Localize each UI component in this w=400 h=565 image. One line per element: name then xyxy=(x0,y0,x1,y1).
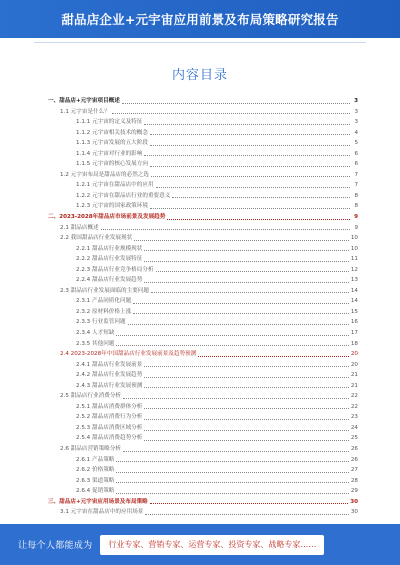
toc-leader-dots xyxy=(198,356,349,357)
toc-entry-label: 1.2.1 元宇宙在甜品店中的应用 xyxy=(76,182,154,189)
toc-leader-dots xyxy=(123,451,349,452)
toc-entry-label: 2.2.4 甜品店行业发展趋势 xyxy=(76,277,143,284)
toc-entry[interactable] xyxy=(48,315,358,326)
toc-entry-label: 二、2023-2028年甜品店市场前景及发展趋势 xyxy=(48,213,166,220)
toc-entry-page: 6 xyxy=(354,150,358,157)
toc-entry[interactable] xyxy=(48,273,358,284)
toc-entry-page: 9 xyxy=(354,213,358,220)
toc-entry[interactable] xyxy=(48,474,358,485)
toc-entry-label: 1.1.3 元宇宙发展的五大阶段 xyxy=(76,140,148,147)
toc-entry[interactable] xyxy=(48,263,358,274)
toc-entry-page: 30 xyxy=(350,498,358,505)
toc-entry-page: 30 xyxy=(350,509,358,516)
toc-entry-label: 2.2.3 甜品店行业竞争格局分析 xyxy=(76,266,154,273)
toc-entry-label: 2.5.3 甜品店消费区域分析 xyxy=(76,424,143,431)
toc-entry-label: 1.2 元宇宙布局是甜品店的必然之选 xyxy=(60,171,149,178)
toc-entry-label: 2.2 我国甜品店行业发展现状 xyxy=(60,235,133,242)
toc-leader-dots xyxy=(150,208,350,209)
toc-entry-page: 7 xyxy=(354,171,358,178)
toc-leader-dots xyxy=(150,134,350,135)
toc-entry[interactable] xyxy=(48,199,358,210)
report-title: 甜品店企业+元宇宙应用前景及布局策略研究报告 xyxy=(61,12,339,27)
toc-leader-dots xyxy=(112,113,350,114)
toc-leader-dots xyxy=(144,155,350,156)
toc-leader-dots xyxy=(116,482,348,483)
toc-entry-page: 26 xyxy=(350,456,358,463)
toc-entry[interactable] xyxy=(48,368,358,379)
footer-slogan: 让每个人都能成为 xyxy=(18,541,93,551)
toc-entry[interactable] xyxy=(48,421,358,432)
toc-entry-label: 2.1 甜品店概述 xyxy=(60,224,99,231)
toc-leader-dots xyxy=(150,503,348,504)
toc-entry-label: 1.1.5 元宇宙的核心发展方向 xyxy=(76,161,148,168)
toc-entry-label: 1.2.3 元宇宙的国家政策环境 xyxy=(76,203,148,210)
toc-entry-label: 3.1 元宇宙在甜品店中的应用场景 xyxy=(60,509,144,516)
toc-entry-page: 25 xyxy=(350,435,358,442)
toc-leader-dots xyxy=(134,240,349,241)
toc-entry[interactable] xyxy=(48,242,358,253)
toc-entry-page: 15 xyxy=(350,308,358,315)
toc-entry[interactable] xyxy=(48,305,358,316)
toc-entry[interactable] xyxy=(48,326,358,337)
toc-leader-dots xyxy=(151,176,350,177)
toc-entry-label: 2.3.2 原材料价格上涨 xyxy=(76,308,132,315)
toc-leader-dots xyxy=(144,377,349,378)
toc-entry-page: 11 xyxy=(350,256,358,263)
toc-entry-page: 4 xyxy=(354,129,358,136)
toc-leader-dots xyxy=(116,461,348,462)
toc-entry-label: 2.4.3 甜品店行业发展预测 xyxy=(76,382,143,389)
toc-entry-label: 2.2.2 甜品店行业发展特征 xyxy=(76,256,143,263)
toc-entry-page: 22 xyxy=(350,393,358,400)
toc-entry-page: 8 xyxy=(354,192,358,199)
toc-leader-dots xyxy=(144,408,349,409)
toc-entry-page: 9 xyxy=(354,224,358,231)
toc-leader-dots xyxy=(133,313,349,314)
toc-entry-page: 20 xyxy=(350,361,358,368)
toc-entry-page: 22 xyxy=(350,403,358,410)
toc-leader-dots xyxy=(156,271,349,272)
toc-leader-dots xyxy=(144,250,349,251)
toc-entry-label: 2.3.1 产品同质化问题 xyxy=(76,298,132,305)
toc-entry-page: 14 xyxy=(350,287,358,294)
toc-entry-page: 21 xyxy=(350,382,358,389)
toc-entry[interactable] xyxy=(48,126,358,137)
toc-leader-dots xyxy=(150,145,350,146)
toc-leader-dots xyxy=(156,187,350,188)
toc-entry[interactable] xyxy=(48,410,358,421)
toc-entry[interactable] xyxy=(48,284,358,295)
toc-entry[interactable] xyxy=(48,389,358,400)
toc-entry[interactable] xyxy=(48,379,358,390)
toc-leader-dots xyxy=(116,493,348,494)
toc-leader-dots xyxy=(116,472,348,473)
toc-entry-label: 2.5.2 甜品店消费行为分析 xyxy=(76,414,143,421)
toc-entry-label: 2.3 甜品店行业发展面临的主要问题 xyxy=(60,287,149,294)
toc-entry-label: 1.1 元宇宙是什么？ xyxy=(60,108,110,115)
toc-entry-page: 28 xyxy=(350,477,358,484)
toc-leader-dots xyxy=(144,282,349,283)
toc-entry-label: 2.6.1 产品策略 xyxy=(76,456,115,463)
toc-entry-page: 29 xyxy=(350,488,358,495)
toc-entry[interactable] xyxy=(48,495,358,506)
toc-leader-dots xyxy=(122,103,350,104)
toc-entry-label: 1.1.1 元宇宙的定义及特征 xyxy=(76,119,143,126)
toc-entry-label: 2.3.5 其他问题 xyxy=(76,340,115,347)
toc-entry[interactable] xyxy=(48,442,358,453)
header-divider xyxy=(34,42,366,43)
toc-entry[interactable] xyxy=(48,252,358,263)
toc-entry[interactable] xyxy=(48,463,358,474)
toc-entry-page: 7 xyxy=(354,182,358,189)
toc-entry[interactable] xyxy=(48,94,358,105)
toc-leader-dots xyxy=(145,514,348,515)
toc-leader-dots xyxy=(144,419,349,420)
toc-entry-page: 13 xyxy=(350,277,358,284)
toc-leader-dots xyxy=(144,440,349,441)
toc-entry-label: 2.4 2023-2028年中国甜品店行业发展前景及趋势预测 xyxy=(60,351,197,358)
toc-entry-label: 2.5.4 甜品店消费趋势分析 xyxy=(76,435,143,442)
toc-leader-dots xyxy=(144,366,349,367)
toc-entry-page: 18 xyxy=(350,340,358,347)
toc-entry[interactable] xyxy=(48,337,358,348)
toc-entry-page: 16 xyxy=(350,319,358,326)
toc-leader-dots xyxy=(144,387,349,388)
toc-entry-label: 一、甜品店+元宇宙项目概述 xyxy=(48,97,120,104)
toc-entry[interactable] xyxy=(48,484,358,495)
toc-entry-page: 3 xyxy=(354,119,358,126)
toc-entry-label: 2.6.2 价格策略 xyxy=(76,467,115,474)
toc-entry-label: 2.5.1 甜品店消费群体分析 xyxy=(76,403,143,410)
toc-entry[interactable] xyxy=(48,505,358,516)
toc-entry[interactable] xyxy=(48,453,358,464)
toc-entry-page: 27 xyxy=(350,467,358,474)
toc-entry-label: 2.4.2 甜品店行业发展趋势 xyxy=(76,372,143,379)
toc-entry-page: 6 xyxy=(354,161,358,168)
toc-entry-page: 8 xyxy=(354,203,358,210)
toc-entry-page: 10 xyxy=(350,235,358,242)
toc-entry-label: 三、甜品店+元宇宙应用场景及布局策略 xyxy=(48,498,148,505)
toc-heading: 内容目录 xyxy=(171,68,228,83)
toc-entry-page: 3 xyxy=(354,108,358,115)
toc-entry-label: 2.3.3 行业监管问题 xyxy=(76,319,126,326)
toc-entry[interactable] xyxy=(48,115,358,126)
toc-leader-dots xyxy=(151,292,349,293)
toc-entry[interactable] xyxy=(48,157,358,168)
toc-entry-page: 20 xyxy=(350,351,358,358)
toc-entry[interactable] xyxy=(48,347,358,358)
toc-leader-dots xyxy=(101,229,350,230)
toc-entry[interactable] xyxy=(48,210,358,221)
toc-entry-page: 17 xyxy=(350,329,358,336)
toc-leader-dots xyxy=(144,124,350,125)
toc-entry[interactable] xyxy=(48,168,358,179)
toc-leader-dots xyxy=(128,324,349,325)
toc-leader-dots xyxy=(144,430,349,431)
toc-leader-dots xyxy=(172,197,350,198)
toc-entry-label: 2.6.3 渠道策略 xyxy=(76,477,115,484)
toc-entry-page: 5 xyxy=(354,140,358,147)
toc-entry-label: 2.2.1 甜品店行业规模现状 xyxy=(76,245,143,252)
toc-entry[interactable] xyxy=(48,221,358,232)
toc-entry-label: 1.1.4 元宇宙对行业的影响 xyxy=(76,150,143,157)
table-of-contents xyxy=(48,94,358,516)
toc-entry-label: 1.1.2 元宇宙相关技术的概念 xyxy=(76,129,148,136)
toc-entry[interactable] xyxy=(48,147,358,158)
toc-leader-dots xyxy=(167,219,350,220)
toc-entry-label: 2.3.4 人才短缺 xyxy=(76,329,115,336)
toc-entry-page: 10 xyxy=(350,245,358,252)
toc-entry-page: 14 xyxy=(350,298,358,305)
toc-entry-label: 2.5 甜品店行业消费分析 xyxy=(60,393,122,400)
footer-banner xyxy=(0,524,400,565)
toc-entry-label: 2.4.1 甜品店行业发展前景 xyxy=(76,361,143,368)
toc-leader-dots xyxy=(133,303,349,304)
toc-leader-dots xyxy=(150,166,350,167)
toc-entry-page: 24 xyxy=(350,424,358,431)
toc-entry[interactable] xyxy=(48,178,358,189)
toc-entry-label: 2.6 甜品店营销策略分析 xyxy=(60,446,122,452)
toc-entry[interactable] xyxy=(48,189,358,200)
toc-leader-dots xyxy=(144,261,349,262)
toc-entry-label: 1.2.2 元宇宙在甜品店行业的重要意义 xyxy=(76,192,171,199)
toc-entry[interactable] xyxy=(48,432,358,443)
toc-entry[interactable] xyxy=(48,400,358,411)
toc-leader-dots xyxy=(123,398,349,399)
toc-entry[interactable] xyxy=(48,294,358,305)
toc-entry-page: 12 xyxy=(350,266,358,273)
toc-entry[interactable] xyxy=(48,105,358,116)
report-header xyxy=(0,0,400,38)
toc-entry-page: 3 xyxy=(354,97,358,104)
toc-leader-dots xyxy=(116,335,348,336)
toc-entry[interactable] xyxy=(48,231,358,242)
toc-entry[interactable] xyxy=(48,358,358,369)
footer-roles: 行业专家、营销专家、运营专家、投资专家、战略专家…… xyxy=(100,535,324,555)
toc-leader-dots xyxy=(116,345,348,346)
toc-entry-page: 21 xyxy=(350,372,358,379)
toc-entry[interactable] xyxy=(48,136,358,147)
toc-entry-page: 26 xyxy=(350,446,358,452)
toc-entry-label: 2.6.4 促销策略 xyxy=(76,488,115,495)
toc-entry-page: 23 xyxy=(350,414,358,421)
